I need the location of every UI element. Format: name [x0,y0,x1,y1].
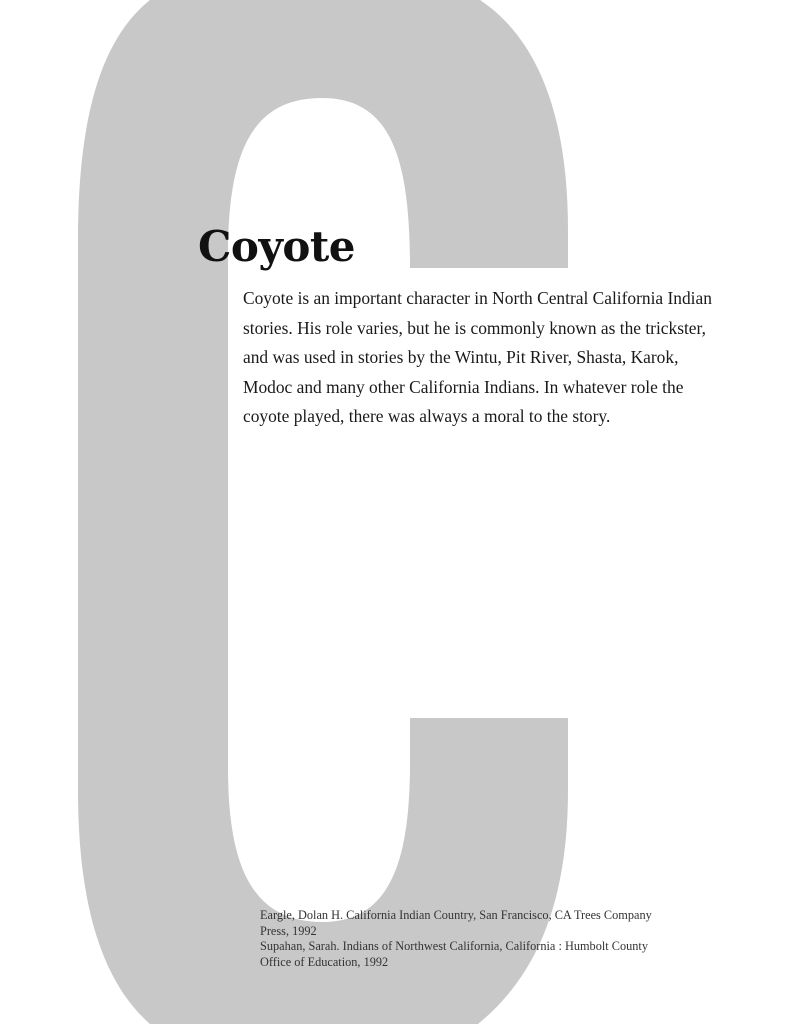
reference-item: Supahan, Sarah. Indians of Northwest California, California : Humbolt County Office of Education, 1992 [260,939,648,969]
letter-c-shape [78,0,568,1024]
references-list [260,908,660,970]
page-title: Coyote [198,222,355,271]
reference-item: Eargle, Dolan H. California Indian Country, San Francisco, CA Trees Company Press, 1992 [260,908,652,938]
body-paragraph: Coyote is an important character in North Central California Indian stories. His role varies, but he is commonly known as the trickster, and was used in stories by the Wintu, Pit River, Shasta, Karok, Modoc and many other California Indians. In whatever role the coyote played, there was always a moral to the story. [243,288,712,427]
